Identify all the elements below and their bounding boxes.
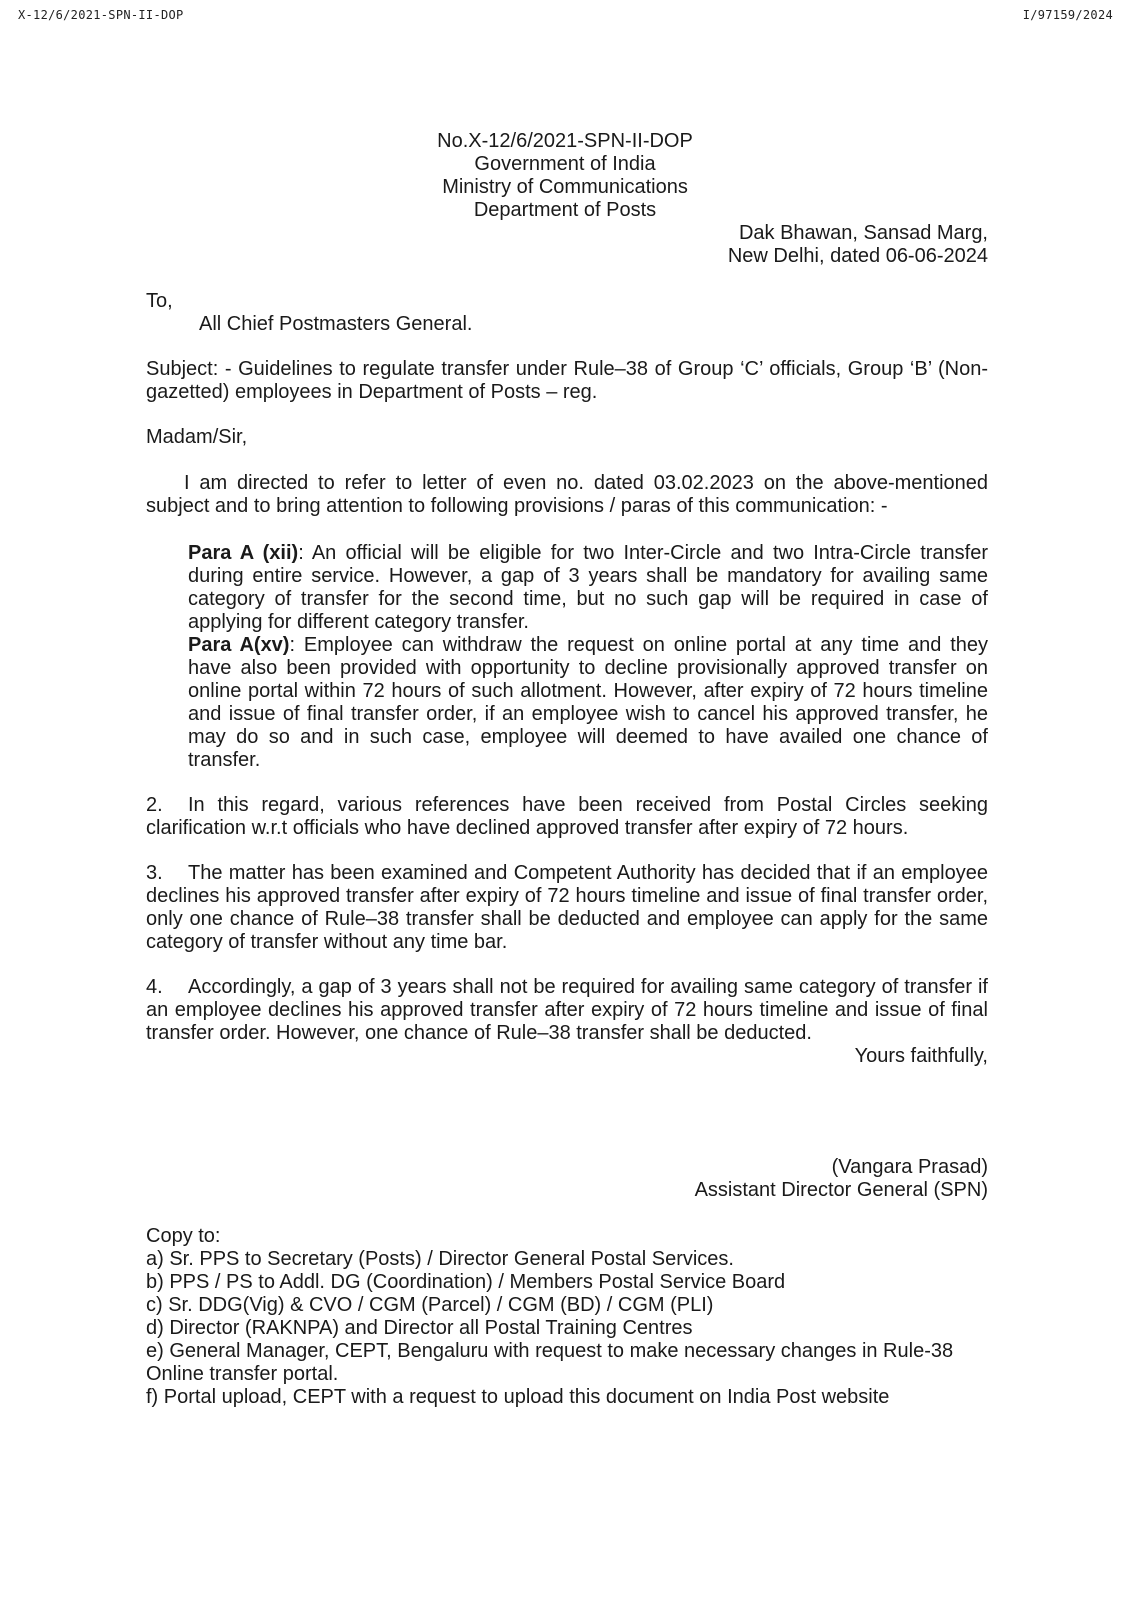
para-label: Para A (xii) [188, 542, 299, 564]
copy-to-item: f) Portal upload, CEPT with a request to upload this document on India Post website [146, 1386, 890, 1408]
copy-to-item: e) General Manager, CEPT, Bengaluru with request to make necessary changes in Rule-38 Online transfer portal. [146, 1340, 954, 1385]
para-label: Para A(xv) [188, 634, 290, 656]
letterhead [142, 130, 988, 222]
copy-to-item: c) Sr. DDG(Vig) & CVO / CGM (Parcel) / CGM (BD) / CGM (PLI) [146, 1294, 714, 1316]
numbered-paragraph-3 [146, 862, 988, 954]
file-number: No.X-12/6/2021-SPN-II-DOP [437, 130, 693, 152]
para-text: : Employee can withdraw the request on online portal at any time and they have also been provided with opportunity to decline provisionally approved transfer on online portal within 72 hours of such allotment. However, after expiry of 72 hours timeline and issue of final transfer order, if an employee wish to cancel his approved transfer, he may do so and in such case, employee will deemed to have availed one chance of transfer. [188, 634, 989, 771]
salutation: Madam/Sir, [146, 426, 248, 448]
letterhead-line-ministry: Ministry of Communications [442, 176, 688, 198]
letterhead-line-government: Government of India [474, 153, 656, 175]
paragraph-number: 2. [146, 794, 163, 816]
address-line-1: Dak Bhawan, Sansad Marg, [738, 222, 988, 244]
paragraph-number: 3. [146, 862, 163, 884]
paragraph-text: The matter has been examined and Competent Authority has decided that if an employee declines his approved transfer after expiry of 72 hours timeline and issue of final transfer order, only one chance of Rule–38 transfer shall be deducted and employee can apply for the same category of transfer without any time bar. [146, 862, 988, 953]
file-reference-header: X-12/6/2021-SPN-II-DOP [18, 8, 184, 22]
numbered-paragraph-4 [146, 976, 988, 1045]
copy-to-item: b) PPS / PS to Addl. DG (Coordination) / Members Postal Service Board [146, 1271, 786, 1293]
numbered-paragraph-2 [146, 794, 988, 840]
copy-to-heading: Copy to: [146, 1225, 221, 1247]
letter-body [146, 130, 988, 1409]
closing-line: Yours faithfully, [854, 1045, 988, 1067]
subject-line: Subject: - Guidelines to regulate transfer under Rule–38 of Group ‘C’ officials, Group ‘B’ (Non-gazetted) employees in Department of Posts – reg. [146, 358, 988, 403]
paragraph-text: Accordingly, a gap of 3 years shall not be required for availing same category of transfer if an employee declines his approved transfer after expiry of 72 hours timeline and issue of final transfer order. However, one chance of Rule–38 transfer shall be deducted. [146, 976, 988, 1044]
recipient-name: All Chief Postmasters General. [199, 313, 473, 335]
signature-block [146, 1156, 988, 1202]
para-a-xii [188, 542, 988, 634]
para-text: : An official will be eligible for two Inter-Circle and two Intra-Circle transfer during entire service. However, a gap of 3 years shall be mandatory for availing same category of transfer for the second time, but no such gap will be required in case of applying for different category transfer. [188, 542, 989, 633]
sender-address [146, 222, 988, 268]
intro-paragraph: I am directed to refer to letter of even no. dated 03.02.2023 on the above-mentioned subject and to bring attention to following provisions / paras of this communication: - [146, 472, 988, 517]
copy-to-list [146, 1225, 988, 1409]
signatory-name: (Vangara Prasad) [831, 1156, 988, 1178]
receipt-number-header: I/97159/2024 [1022, 8, 1113, 22]
para-a-xv [188, 634, 988, 772]
paragraph-text: In this regard, various references have been received from Postal Circles seeking clarification w.r.t officials who have declined approved transfer after expiry of 72 hours. [146, 794, 988, 839]
letterhead-line-department: Department of Posts [473, 199, 657, 221]
quoted-paras [188, 542, 988, 772]
paragraph-number: 4. [146, 976, 163, 998]
recipient-to: To, [146, 290, 173, 312]
copy-to-item: a) Sr. PPS to Secretary (Posts) / Director General Postal Services. [146, 1248, 734, 1270]
address-date-line: New Delhi, dated 06-06-2024 [727, 245, 988, 267]
signatory-designation: Assistant Director General (SPN) [694, 1179, 988, 1201]
copy-to-item: d) Director (RAKNPA) and Director all Postal Training Centres [146, 1317, 693, 1339]
